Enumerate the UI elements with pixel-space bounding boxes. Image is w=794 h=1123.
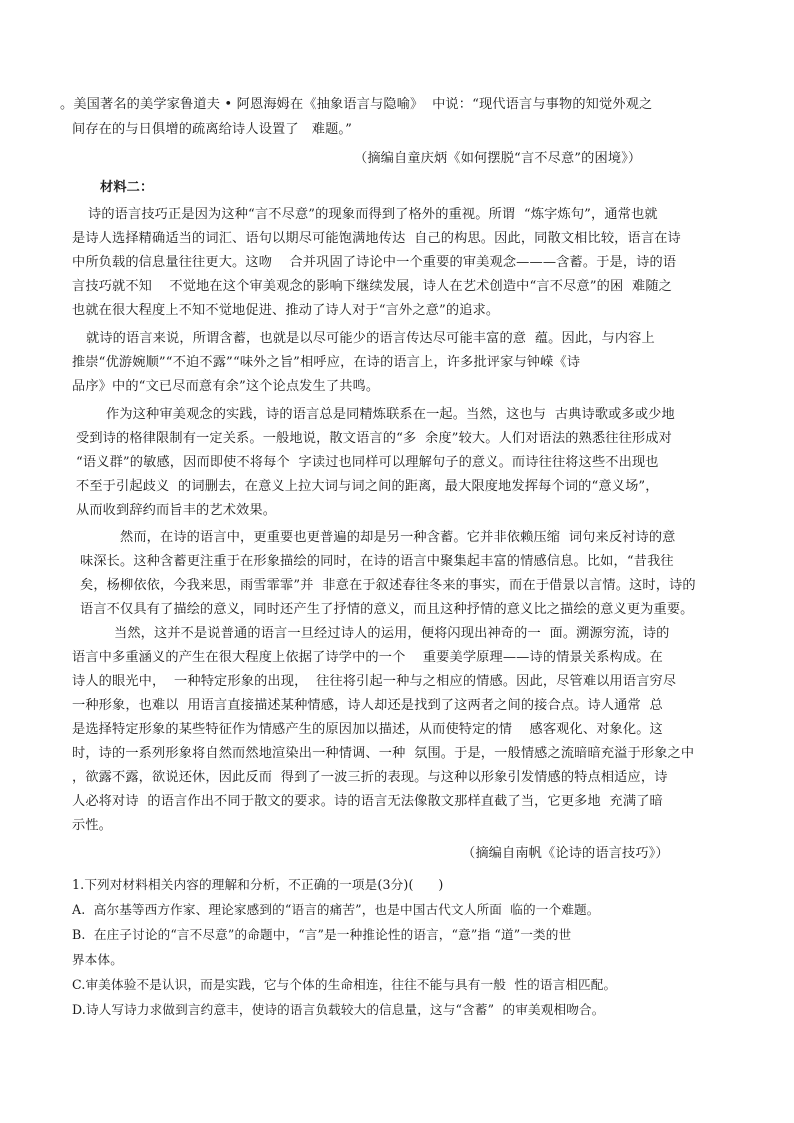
- option-d: D.诗人写诗力求做到言约意丰，使诗的语言负载较大的信息量，这与“含蓄” 的审美观相吻合。: [72, 1002, 605, 1017]
- p5-line-8: 人必将对诗 的语言作出不同于散文的要求。诗的语言无法像散文那样直截了当，它更多地 充满了暗: [72, 794, 663, 809]
- option-b-continued: 界本体。: [72, 952, 123, 967]
- option-b: B. 在庄子讨论的“言不尽意”的命题中，“言”是一种推论性的语言，“意”指 “道”一类的世: [72, 927, 572, 942]
- p4-line-1: 然而，在诗的语言中，更重要也更普遍的却是另一种含蓄。它并非依赖压缩 词句来反衬诗的意: [120, 530, 676, 545]
- p3-line-1: 作为这种审美观念的实践，诗的语言总是同精炼联系在一起。当然，这也与 古典诗歌或多或少地: [106, 407, 675, 422]
- p3-line-4: 不至于引起歧义 的词删去，在意义上拉大词与词之间的距离，最大限度地发挥每个词的“意义场”，: [76, 479, 659, 494]
- p5-line-5: 是选择特定形象的某些特征作为情感产生的原因加以描述，从而使特定的情 感客观化、对象化。这: [72, 722, 663, 737]
- p1-line-4: 言技巧就不知 不觉地在这个审美观念的影响下继续发展，诗人在艺术创造中“言不尽意”的困 难随之: [72, 279, 673, 294]
- p2-line-1: 就诗的语言来说，所谓含蓄，也就是以尽可能少的语言传达尽可能丰富的意 蕴。因此，与内容上: [86, 331, 655, 346]
- material-two-source: （摘编自南帆《论诗的语言技巧》）: [462, 846, 669, 861]
- p5-line-7: ，欲露不露，欲说还休，因此反而 得到了一波三折的表现。与这种以形象引发情感的特点相适应，诗: [72, 770, 668, 785]
- p5-line-9: 示性。: [72, 818, 113, 833]
- p4-line-2: 味深长。这种含蓄更注重于在形象描绘的同时，在诗的语言中聚集起丰富的情感信息。比如，“昔我往: [80, 554, 674, 569]
- p3-line-2: 受到诗的格律限制有一定关系。一般地说，散文语言的“多 余度”较大。人们对语法的熟悉往往形成对: [76, 431, 672, 446]
- p3-line-3: “语义群”的敏感，因而即使不将每个 字读过也同样可以理解句子的意义。而诗往往将这些不出现也: [76, 455, 659, 470]
- p5-line-2: 语言中多重涵义的产生在很大程度上依据了诗学中的一个 重要美学原理——诗的情景关系构成。在: [72, 650, 663, 665]
- p3-line-5: 从而收到辞约而旨丰的艺术效果。: [76, 503, 277, 518]
- material-two-heading: 材料二：: [100, 180, 154, 195]
- p1-line-3: 中所负载的信息量往往更大。这吻 合并巩固了诗论中一个重要的审美观念———含蓄。于是，诗的语: [72, 255, 677, 270]
- p1-line-1: 诗的语言技巧正是因为这种“言不尽意”的现象而得到了格外的重视。所谓 “炼字炼句”，通常也就: [88, 207, 658, 222]
- p4-line-3: 矣，杨柳依依，今我来思，雨雪霏霏”并 非意在于叙述春往冬来的事实，而在于借景以言情。这时，诗的: [80, 578, 696, 593]
- intro-source: （摘编自童庆炳《如何摆脱“言不尽意”的困境》）: [354, 151, 642, 166]
- p5-line-4: 一种形象，也难以 用语言直接描述某种情感，诗人却还是找到了这两者之间的接合点。诗人通常 总: [72, 698, 663, 713]
- option-a: A. 高尔基等西方作家、理论家感到的“语言的痛苦”，也是中国古代文人所面 临的一个难题。: [72, 902, 600, 917]
- p4-line-4: 语言不仅具有了描绘的意义，同时还产生了抒情的意义，而且这种抒情的意义比之描绘的意义更为重要。: [80, 602, 694, 617]
- p5-line-3: 诗人的眼光中， 一种特定形象的出现， 往往将引起一种与之相应的情感。因此，尽管难以用语言穷尽: [72, 674, 677, 689]
- p1-line-2: 是诗人选择精确适当的词汇、语句以期尽可能饱满地传达 自己的构思。因此，同散文相比较，语言在诗: [72, 231, 681, 246]
- option-c: C.审美体验不是认识，而是实践，它与个体的生命相连，往往不能与具有一般 性的语言相匹配。: [72, 977, 617, 992]
- question-stem: 1.下列对材料相关内容的理解和分析，不正确的一项是(3分)( ): [72, 877, 444, 892]
- intro-line-1: 。美国著名的美学家鲁道夫 • 阿恩海姆在《抽象语言与隐喻》 中说：“现代语言与事物的知觉外观之: [60, 97, 653, 112]
- intro-line-2: 间存在的与日俱增的疏离给诗人设置了 难题。”: [72, 122, 353, 137]
- p1-line-5: 也就在很大程度上不知不觉地促进、推动了诗人对于“言外之意”的追求。: [72, 303, 500, 318]
- p2-line-2: 推崇“优游婉顺”“不迫不露”“味外之旨”相呼应，在诗的语言上，许多批评家与钟嵘《诗: [72, 355, 581, 370]
- p5-line-1: 当然，这并不是说普通的语言一旦经过诗人的运用，便将闪现出神奇的一 面。溯源穷流，诗的: [114, 626, 670, 641]
- p2-line-3: 品序》中的“文已尽而意有余”这个论点发生了共鸣。: [72, 379, 380, 394]
- p5-line-6: 时，诗的一系列形象将自然而然地渲染出一种情调、一种 氛围。于是，一般情感之流暗暗充溢于形象之中: [72, 746, 695, 761]
